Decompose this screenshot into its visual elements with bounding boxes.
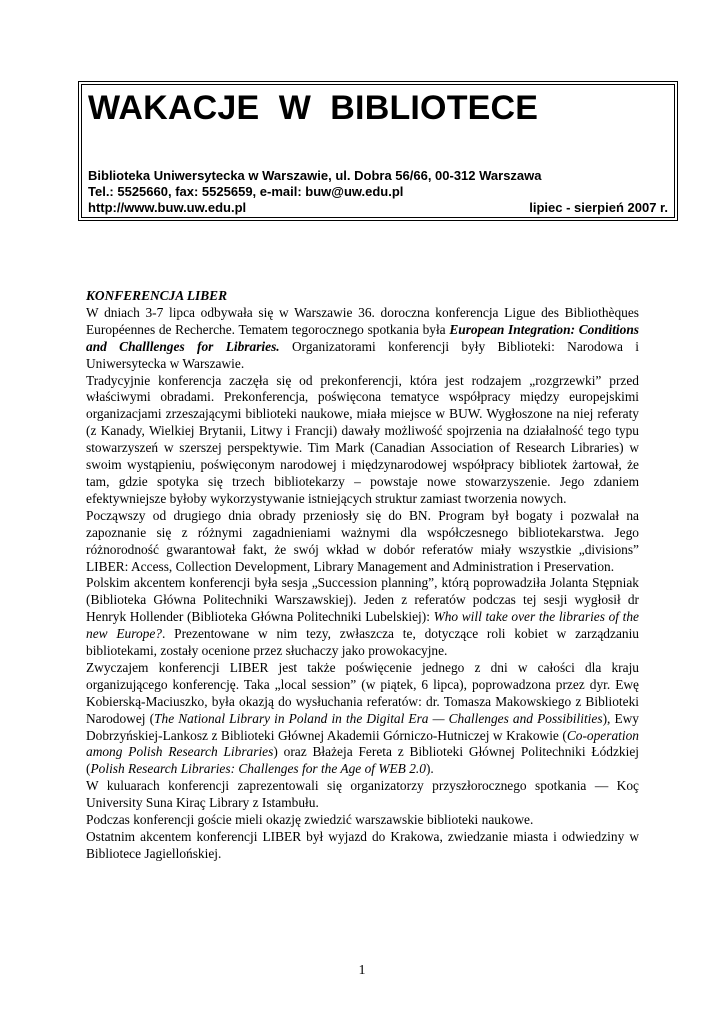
- masthead-bottom-line: [88, 200, 668, 215]
- paragraph-text: Organizatorami konferencji były Biblioteki: Narodowa i Uniwersytecka w Warszawie.: [86, 338, 639, 371]
- paragraph-text: W dniach 3-7 lipca odbywała się w Warszawie 36. doroczna konferencja Ligue des Bibliothèques Européennes de Recherche. Tematem tegorocznego spotkania była: [86, 304, 639, 337]
- library-address: Biblioteka Uniwersytecka w Warszawie, ul. Dobra 56/66, 00-312 Warszawa: [88, 168, 542, 183]
- paragraph-text: ).: [425, 761, 434, 777]
- paragraph-text: Polskim akcentem konferencji była sesja „Succession planning”, którą poprowadziła Jolanta Stępniak (Biblioteka Główna Politechniki Warszawskiej). Jeden z referatów podczas tej sesji wygłosił dr Henryk Hollender (Biblioteka Główna Politechniki Lubelskiej):: [86, 575, 639, 625]
- paragraph-local-session: [86, 660, 639, 778]
- paragraph-text: Zwyczajem konferencji LIBER jest także poświęcenie jednego z dni w całości dla kraju organizującego konferencję. Taka „local session” (w piątek, 6 lipca), poprowadzona przez dyr. Ewę Kobierską-Maciuszko, była okazją do wysłuchania referatów: dr. Tomasza Makowskiego z Biblioteki Narodowej (: [86, 659, 639, 726]
- article-body: [86, 288, 639, 863]
- issue-date: lipiec - sierpień 2007 r.: [529, 200, 668, 215]
- paragraph-next-host: W kuluarach konferencji zaprezentowali się organizatorzy przyszłorocznego spotkania — Koç University Suna Kiraç Library z Istambułu.: [86, 778, 639, 811]
- paragraph-library-visits: Podczas konferencji goście mieli okazję zwiedzić warszawskie biblioteki naukowe.: [86, 812, 534, 828]
- paragraph-text: . Prezentowane w nim tezy, zwłaszcza te, dotyczące roli kobiet w zarządzaniu bibliotekami, zostały ocenione przez słuchaczy jako prowokacyjne.: [86, 626, 639, 659]
- page-number: 1: [358, 963, 366, 978]
- paper-title: Co-operation among Polish Research Libraries: [86, 727, 639, 760]
- library-contact: Tel.: 5525660, fax: 5525659, e-mail: buw@uw.edu.pl: [88, 184, 404, 199]
- paper-title: The National Library in Poland in the Digital Era — Challenges and Possibilities: [154, 710, 603, 726]
- conference-theme: European Integration: Conditions and Challlenges for Libraries.: [86, 321, 639, 354]
- article-heading: KONFERENCJA LIBER: [86, 288, 228, 303]
- paragraph-krakow-trip: Ostatnim akcentem konferencji LIBER był wyjazd do Krakowa, zwiedzanie miasta i odwiedziny w Bibliotece Jagiellońskiej.: [86, 829, 639, 861]
- paragraph-text: ), Ewy Dobrzyńskiej-Lankosz z Biblioteki Głównej Akademii Górniczo-Hutniczej w Krakowie (: [86, 710, 639, 743]
- paragraph-preconference: Tradycyjnie konferencja zaczęła się od prekonferencji, która jest rodzajem „rozgrzewki” przed właściwymi obradami. Prekonferencja, poświęcona tematyce współpracy między europejskimi organizacjami zrzeszającymi biblioteki naukowe, miała miejsce w BUW. Wygłoszone na niej referaty (z Kanady, Wielkiej Brytanii, Litwy i Francji) dawały możliwość spojrzenia na działalność tego typu stowarzyszeń w szerszej perspektywie. Tim Mark (Canadian Association of Research Libraries) w swoim wystąpieniu, poświęconym narodowej i międzynarodowej współpracy bibliotek żartował, że tam, gdzie spotyka się trzech bibliotekarzy – powstaje nowe stowarzyszenie. Jego zdaniem efektywniejsze byłoby wykorzystywanie istniejących struktur zamiast tworzenia nowych.: [86, 372, 639, 506]
- paragraph-intro: [86, 305, 639, 373]
- paper-title: Who will take over the libraries of the new Europe?: [86, 609, 639, 642]
- paragraph-program: Począwszy od drugiego dnia obrady przeniosły się do BN. Program był bogaty i pozwalał na zapoznanie się z różnymi zagadnieniami ważnymi dla współczesnego bibliotekarstwa. Jego różnorodność gwarantował fakt, że swój wkład w dobór referatów miały wszystkie „divisions” LIBER: Access, Collection Development, Library Management and Administration i Preservation.: [86, 507, 639, 574]
- paragraph-text: ) oraz Błażeja Fereta z Biblioteki Głównej Politechniki Łódzkiej (: [86, 744, 639, 777]
- paragraph-succession-session: [86, 575, 639, 660]
- masthead-box: [81, 84, 675, 218]
- library-website: http://www.buw.uw.edu.pl: [88, 200, 247, 215]
- paper-title: Polish Research Libraries: Challenges for the Age of WEB 2.0: [90, 761, 426, 777]
- newsletter-title: WAKACJE W BIBLIOTECE: [88, 89, 539, 127]
